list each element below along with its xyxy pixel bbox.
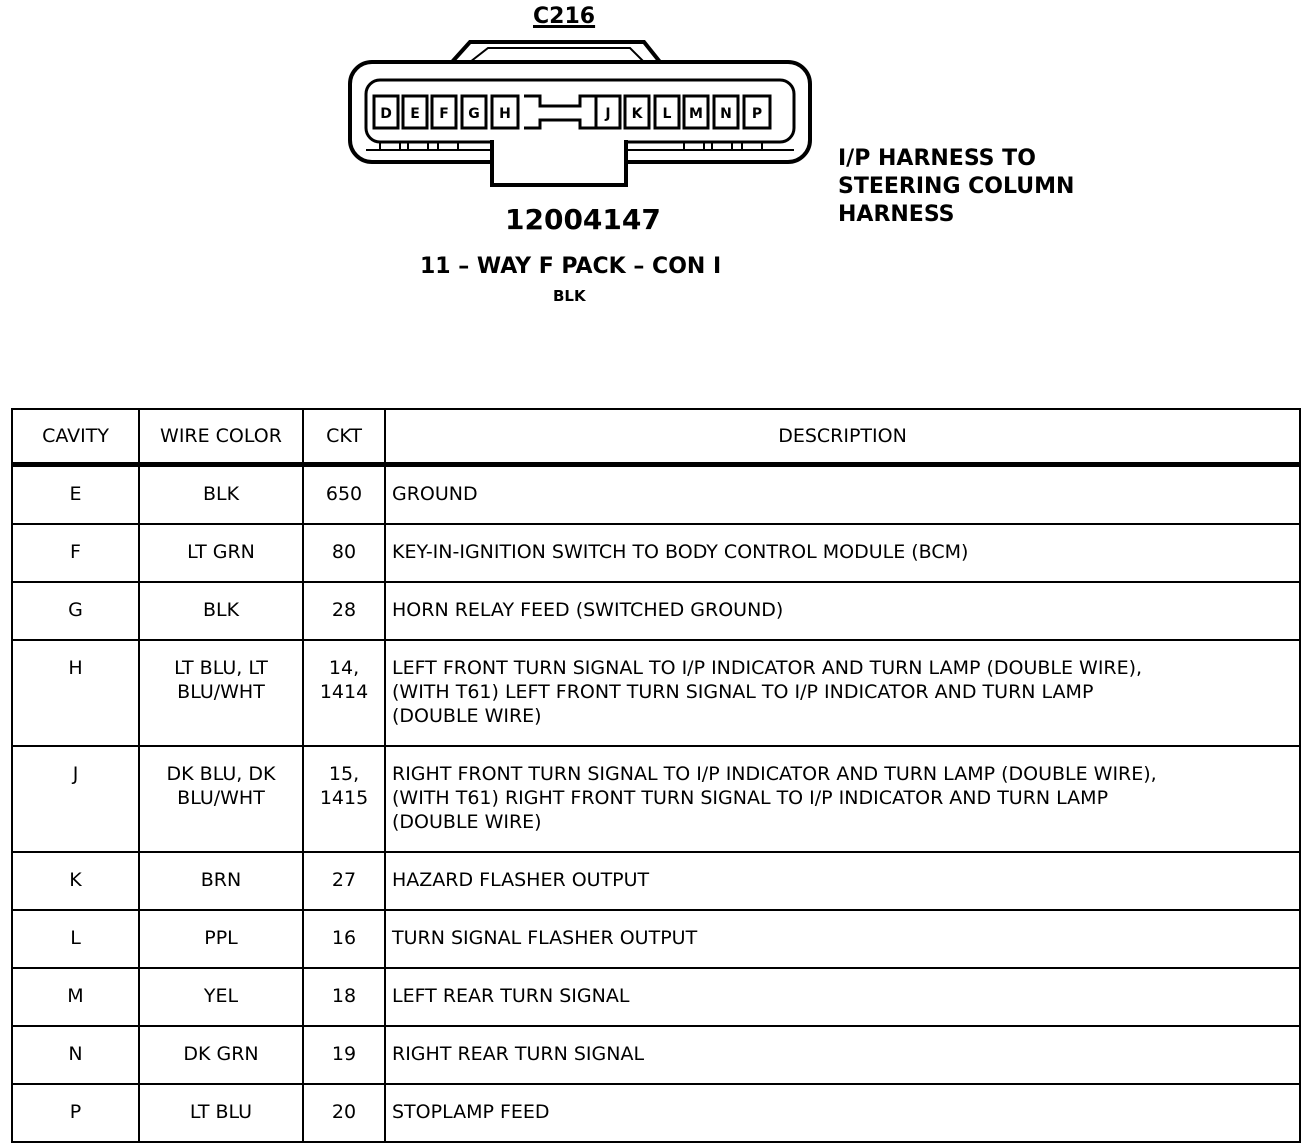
harness-description-line: HARNESS (838, 202, 955, 227)
cell-wire-color-line: DK BLU, DK (166, 763, 276, 785)
cavity-label: P (751, 106, 763, 122)
cell-wire-color (139, 582, 303, 640)
cell-description (385, 465, 1300, 525)
cell-description (385, 1084, 1300, 1142)
cell-ckt (303, 1026, 385, 1084)
cell-cavity (12, 582, 139, 640)
cell-ckt-line: 19 (331, 1043, 357, 1065)
table-row (12, 1084, 1300, 1142)
cell-description (385, 910, 1300, 968)
cavity-p (744, 96, 770, 128)
cell-cavity (12, 640, 139, 746)
cell-cavity (12, 1084, 139, 1142)
cell-cavity (12, 746, 139, 852)
cell-ckt (303, 582, 385, 640)
cell-description (385, 640, 1300, 746)
harness-description-line: I/P HARNESS TO (838, 146, 1036, 171)
cell-description (385, 968, 1300, 1026)
cell-wire-color (139, 746, 303, 852)
cell-ckt (303, 852, 385, 910)
cell-ckt-line: 28 (331, 599, 357, 621)
cell-description-line: HAZARD FLASHER OUTPUT (392, 869, 650, 891)
table-header-row (12, 409, 1300, 465)
cell-description-line: LEFT FRONT TURN SIGNAL TO I/P INDICATOR AND TURN LAMP (DOUBLE WIRE), (392, 657, 1143, 679)
cell-ckt-line: 15, (328, 763, 360, 785)
cell-ckt-line: 20 (331, 1101, 357, 1123)
cell-description-line: STOPLAMP FEED (392, 1101, 550, 1123)
table-body (12, 465, 1300, 1143)
cell-ckt (303, 640, 385, 746)
header-cavity: CAVITY (12, 409, 139, 465)
cell-cavity-line: M (67, 985, 84, 1007)
cell-ckt (303, 968, 385, 1026)
cell-wire-color-line: PPL (204, 927, 238, 949)
header-ckt: CKT (303, 409, 385, 465)
cell-wire-color (139, 524, 303, 582)
cell-wire-color-line: DK GRN (183, 1043, 259, 1065)
cavity-j (596, 96, 620, 128)
cell-ckt-line: 80 (331, 541, 357, 563)
cell-ckt-line: 27 (331, 869, 357, 891)
table-row (12, 640, 1300, 746)
table-row (12, 852, 1300, 910)
cell-wire-color (139, 910, 303, 968)
harness-description (838, 145, 1138, 229)
pinout-table (11, 408, 1301, 1143)
cell-wire-color-line: BLU/WHT (177, 681, 265, 703)
cell-cavity-line: N (68, 1043, 83, 1065)
cell-cavity (12, 524, 139, 582)
cell-ckt-line: 1414 (319, 681, 369, 703)
cavity-label: E (410, 106, 420, 122)
cavity-n (714, 96, 738, 128)
cell-wire-color (139, 1026, 303, 1084)
cavity-d (374, 96, 398, 128)
table-row (12, 1026, 1300, 1084)
cavity-label: N (720, 106, 732, 122)
cavity-l (655, 96, 679, 128)
connector-id: C216 (533, 4, 596, 29)
cell-ckt (303, 1084, 385, 1142)
cell-cavity-line: J (72, 763, 79, 785)
table-row (12, 910, 1300, 968)
connector-key-tab (492, 140, 626, 185)
cell-cavity (12, 852, 139, 910)
cavity-f (432, 96, 456, 128)
cell-wire-color (139, 465, 303, 525)
cell-ckt-line: 18 (331, 985, 357, 1007)
cavity-m (684, 96, 708, 128)
table-row (12, 524, 1300, 582)
cell-description (385, 582, 1300, 640)
cavity-label: J (605, 106, 611, 122)
cavity-label: G (468, 106, 480, 122)
cell-wire-color-line: LT BLU, LT (174, 657, 268, 679)
cell-description-line: KEY-IN-IGNITION SWITCH TO BODY CONTROL MODULE (BCM) (392, 541, 969, 563)
part-number: 12004147 (505, 203, 661, 236)
header-description: DESCRIPTION (385, 409, 1300, 465)
cell-wire-color-line: YEL (203, 985, 239, 1007)
connector-color: BLK (553, 287, 586, 305)
cell-ckt-line: 650 (325, 483, 363, 505)
cell-description-line: GROUND (392, 483, 478, 505)
cell-description-line: RIGHT REAR TURN SIGNAL (392, 1043, 645, 1065)
cell-cavity-line: P (69, 1101, 82, 1123)
table-row (12, 968, 1300, 1026)
cell-ckt (303, 746, 385, 852)
cell-wire-color-line: LT GRN (187, 541, 255, 563)
cavity-label: F (439, 106, 449, 122)
cell-description (385, 746, 1300, 852)
cell-cavity (12, 968, 139, 1026)
cell-description-line: (WITH T61) LEFT FRONT TURN SIGNAL TO I/P INDICATOR AND TURN LAMP (392, 681, 1094, 703)
cell-wire-color-line: BLK (202, 483, 240, 505)
cavity-label: D (380, 106, 392, 122)
cell-ckt-line: 1415 (319, 787, 369, 809)
cavity-e (403, 96, 427, 128)
connector-type: 11 – WAY F PACK – CON I (420, 254, 722, 279)
cell-description-line: HORN RELAY FEED (SWITCHED GROUND) (392, 599, 784, 621)
cavity-label: M (689, 106, 703, 122)
cell-cavity-line: H (68, 657, 83, 679)
cell-cavity-line: E (69, 483, 82, 505)
cell-cavity (12, 1026, 139, 1084)
cell-cavity-line: G (68, 599, 83, 621)
cell-cavity-line: L (70, 927, 81, 949)
cell-description-line: LEFT REAR TURN SIGNAL (392, 985, 630, 1007)
cell-description-line: (DOUBLE WIRE) (392, 705, 542, 727)
cell-wire-color (139, 1084, 303, 1142)
cavity-g (462, 96, 486, 128)
cell-wire-color-line: LT BLU (189, 1101, 253, 1123)
table-row (12, 465, 1300, 525)
cell-cavity-line: F (70, 541, 81, 563)
cell-ckt (303, 465, 385, 525)
cell-wire-color-line: BLU/WHT (177, 787, 265, 809)
cell-description-line: RIGHT FRONT TURN SIGNAL TO I/P INDICATOR AND TURN LAMP (DOUBLE WIRE), (392, 763, 1157, 785)
cell-wire-color-line: BLK (202, 599, 240, 621)
table-row (12, 582, 1300, 640)
cell-description-line: (WITH T61) RIGHT FRONT TURN SIGNAL TO I/P INDICATOR AND TURN LAMP (392, 787, 1109, 809)
cell-cavity (12, 910, 139, 968)
cavity-label: L (662, 106, 672, 122)
table-row (12, 746, 1300, 852)
header-wire-color: WIRE COLOR (139, 409, 303, 465)
cell-ckt (303, 524, 385, 582)
cell-wire-color (139, 852, 303, 910)
cavity-k (625, 96, 649, 128)
cavity-h (492, 96, 518, 128)
cell-wire-color (139, 968, 303, 1026)
cell-wire-color-line: BRN (200, 869, 242, 891)
connector-diagram (0, 0, 1312, 400)
harness-description-line: STEERING COLUMN (838, 174, 1075, 199)
cell-description-line: (DOUBLE WIRE) (392, 811, 542, 833)
cell-description (385, 852, 1300, 910)
cell-description (385, 1026, 1300, 1084)
cell-ckt (303, 910, 385, 968)
cell-cavity-line: K (69, 869, 82, 891)
cavity-label: K (631, 106, 643, 122)
cell-ckt-line: 14, (328, 657, 360, 679)
cell-description-line: TURN SIGNAL FLASHER OUTPUT (392, 927, 698, 949)
cell-ckt-line: 16 (331, 927, 357, 949)
cell-cavity (12, 465, 139, 525)
cell-wire-color (139, 640, 303, 746)
cell-description (385, 524, 1300, 582)
cavity-label: H (499, 106, 511, 122)
